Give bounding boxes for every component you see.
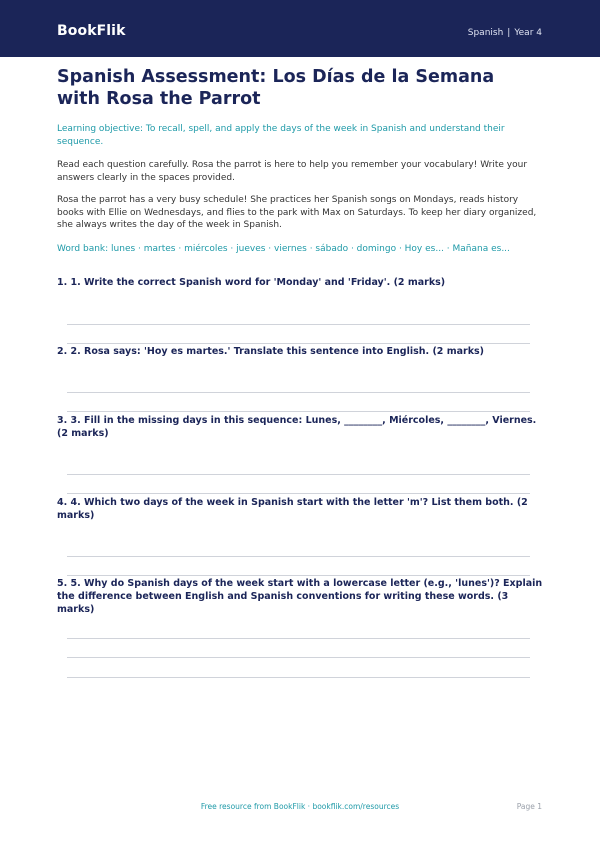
page-footer xyxy=(0,802,600,814)
page-number: Page 1 xyxy=(516,802,542,811)
year-label: Year 4 xyxy=(514,28,542,38)
question-1-text: 1. 1. Write the correct Spanish word for 'Monday' and 'Friday'. (2 marks) xyxy=(57,277,446,288)
page-header xyxy=(0,0,600,57)
question-2-text: 2. 2. Rosa says: 'Hoy es martes.' Translate this sentence into English. (2 marks) xyxy=(57,346,485,357)
page-title: Spanish Assessment: Los Días de la Semana with Rosa the Parrot xyxy=(57,67,495,109)
brand-logo-text[interactable]: BookFlik xyxy=(57,23,126,39)
footer-credit-link[interactable]: Free resource from BookFlik · bookflik.com/resources xyxy=(200,802,400,811)
answer-line-q5-2[interactable] xyxy=(67,657,530,658)
question-5-text: 5. 5. Why do Spanish days of the week start with a lowercase letter (e.g., 'lunes')? Explain the difference between English and Spanish conventions for writing these words. (3 marks) xyxy=(57,578,543,615)
answer-line-q1-2[interactable] xyxy=(67,343,530,344)
answer-line-q2-1[interactable] xyxy=(67,392,530,393)
answer-line-q1-1[interactable] xyxy=(67,324,530,325)
answer-line-q3-1[interactable] xyxy=(67,474,530,475)
question-3-text: 3. 3. Fill in the missing days in this sequence: Lunes, ________, Miércoles, ________, Viernes. (2 marks) xyxy=(57,415,537,439)
instructions-text: Read each question carefully. Rosa the parrot is here to help you remember your vocabulary! Write your answers clearly in the spaces provided. xyxy=(57,160,528,183)
learning-objective: Learning objective: To recall, spell, and apply the days of the week in Spanish and understand their sequence. xyxy=(57,124,505,147)
word-bank: Word bank: lunes · martes · miércoles · jueves · viernes · sábado · domingo · Hoy es... · Mañana es... xyxy=(57,243,510,254)
question-4 xyxy=(57,496,543,522)
question-3 xyxy=(57,414,543,440)
answer-line-q4-1[interactable] xyxy=(67,556,530,557)
question-2 xyxy=(57,345,543,358)
question-1 xyxy=(57,276,543,289)
answer-line-q4-2[interactable] xyxy=(67,575,530,576)
worksheet-intro xyxy=(57,66,543,255)
meta-separator: | xyxy=(507,28,511,38)
question-4-text: 4. 4. Which two days of the week in Spanish start with the letter 'm'? List them both. (2 marks) xyxy=(57,497,528,521)
answer-line-q5-3[interactable] xyxy=(67,677,530,678)
question-5 xyxy=(57,577,543,616)
story-text: Rosa the parrot has a very busy schedule! She practices her Spanish songs on Mondays, reads history books with Ellie on Wednesdays, and flies to the park with Max on Saturdays. To keep her diary organized, she always writes the day of the week in Spanish. xyxy=(57,195,537,230)
answer-line-q3-2[interactable] xyxy=(67,493,530,494)
subject-label: Spanish xyxy=(467,28,504,38)
answer-line-q5-1[interactable] xyxy=(67,638,530,639)
header-meta xyxy=(468,28,542,38)
answer-line-q2-2[interactable] xyxy=(67,411,530,412)
